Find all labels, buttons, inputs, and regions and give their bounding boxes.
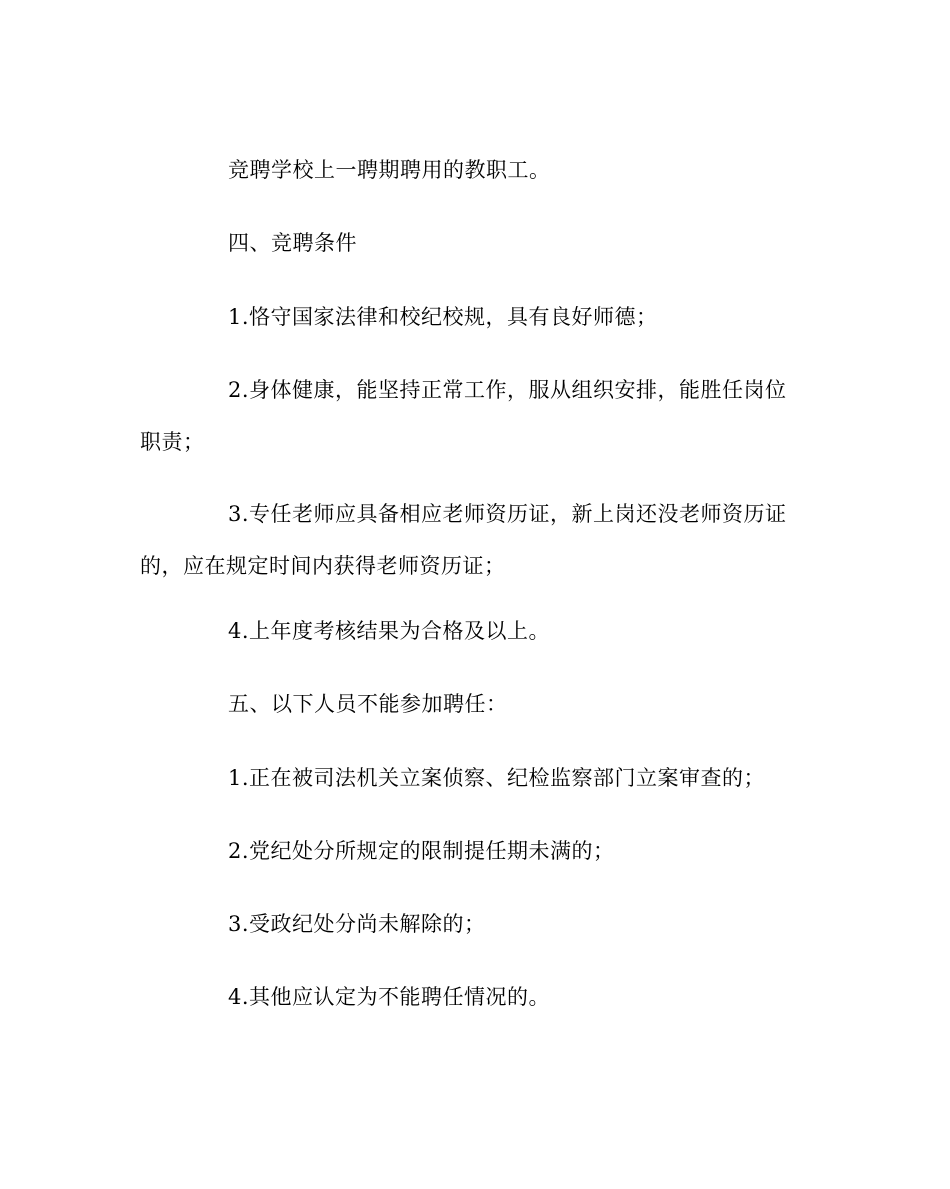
- paragraph-eligible-staff: 竞聘学校上一聘期聘用的教职工。: [228, 158, 551, 182]
- exclusion-item-2: 2.党纪处分所规定的限制提任期未满的；: [228, 839, 615, 863]
- exclusion-item-3: 3.受政纪处分尚未解除的；: [228, 912, 486, 936]
- exclusion-item-1: 1.正在被司法机关立案侦察、纪检监察部门立案审查的；: [228, 766, 766, 790]
- condition-item-4: 4.上年度考核结果为合格及以上。: [228, 619, 551, 643]
- exclusion-item-4: 4.其他应认定为不能聘任情况的。: [228, 985, 551, 1009]
- condition-item-3: 3.专任老师应具备相应老师资历证，新上岗还没老师资历证的，应在规定时间内获得老师资历证；: [140, 502, 787, 578]
- condition-item-2: 2.身体健康，能坚持正常工作，服从组织安排，能胜任岗位职责；: [140, 378, 787, 454]
- condition-item-1: 1.恪守国家法律和校纪校规，具有良好师德；: [228, 305, 658, 329]
- section-heading-exclusions: 五、以下人员不能参加聘任：: [228, 692, 508, 716]
- section-heading-conditions: 四、竞聘条件: [228, 231, 357, 255]
